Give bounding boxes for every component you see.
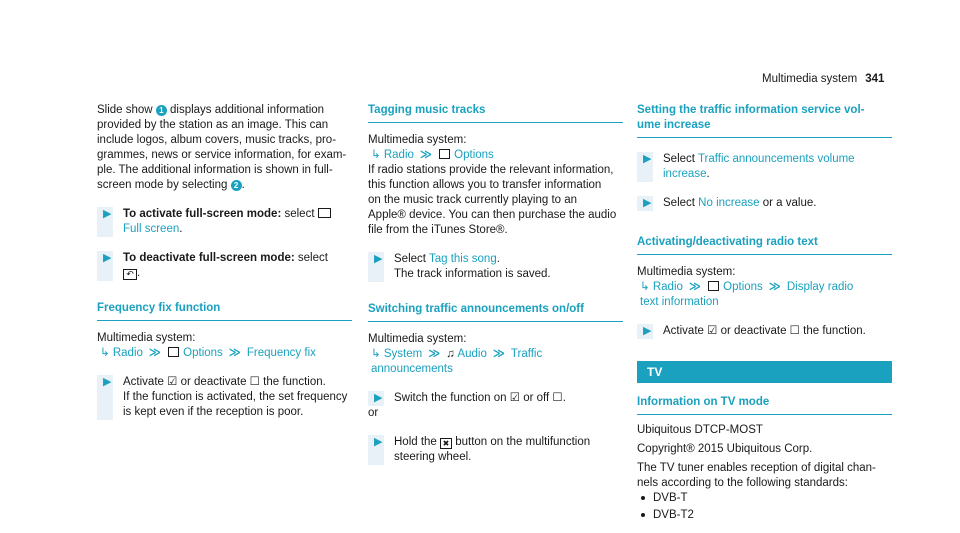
step-arrow-icon: ▶	[374, 436, 383, 448]
audio-icon: ♫	[446, 348, 455, 360]
hold-step: ▶ Hold the ✖ button on the multifunction steering wheel.	[368, 435, 623, 465]
gear-icon	[708, 281, 719, 291]
step-arrow-icon: ▶	[103, 376, 112, 388]
callout-1-icon: 1	[156, 105, 167, 116]
checkbox-empty-icon: ☐	[249, 376, 260, 388]
tag-song-step: ▶ Select Tag this song. The track information is saved.	[368, 252, 623, 282]
crumb-radio[interactable]: Radio	[383, 149, 414, 161]
mute-icon: ✖	[440, 438, 452, 449]
crumb-display-radio[interactable]: Display radio	[786, 281, 854, 293]
deactivate-fullscreen-step: ▶ To deactivate full-screen mode: select ↶ .	[97, 251, 352, 281]
copyright-text: Copyright® 2015 Ubiquitous Corp.	[637, 443, 813, 455]
step-arrow-icon: ▶	[103, 252, 112, 264]
switch-step: ▶ Switch the function on ☑ or off ☐.	[368, 391, 623, 406]
checkbox-checked-icon: ☑	[167, 376, 178, 388]
callout-2-icon: 2	[231, 180, 242, 191]
tuner-paragraph: The TV tuner enables reception of digital chan- nels according to the following standards:	[637, 462, 876, 489]
column-left	[97, 103, 352, 420]
breadcrumb: ↳ System ≫ ♫ Audio ≫ Traffic announcements	[371, 348, 543, 375]
full-screen-link[interactable]: Full screen	[123, 223, 180, 235]
crumb-audio[interactable]: Audio	[457, 348, 487, 360]
checkbox-checked-icon: ☑	[509, 392, 521, 404]
checkbox-checked-icon: ☑	[707, 325, 718, 337]
traffic-volume-link[interactable]: Traffic announcements volume	[697, 153, 855, 165]
crumb-radio[interactable]: Radio	[652, 281, 683, 293]
increase-link[interactable]: increase	[663, 168, 707, 180]
back-icon[interactable]: ↶	[123, 269, 137, 280]
tag-this-song-link[interactable]: Tag this song	[428, 253, 497, 265]
tagging-paragraph: If radio stations provide the relevant information, this function allows you to transfer information on the music track currently playing to an Apple® device. You can then purchase the audio file from the iTunes Store®.	[368, 164, 617, 236]
ms-label: Multimedia system:	[97, 332, 196, 344]
crumb-radio[interactable]: Radio	[112, 347, 143, 359]
step-arrow-icon: ▶	[103, 208, 112, 220]
ms-label: Multimedia system:	[637, 266, 736, 278]
gear-icon	[439, 149, 450, 159]
frequency-fix-title: Frequency fix function	[97, 301, 352, 321]
list-item: DVB-T	[637, 491, 892, 506]
ubiquitous-text: Ubiquitous DTCP-MOST	[637, 424, 763, 436]
crumb-options[interactable]: Options	[183, 347, 223, 359]
setting-title: Setting the traffic information service vol- ume increase	[637, 103, 892, 138]
gear-icon	[168, 347, 179, 357]
step-arrow-icon: ▶	[374, 253, 383, 265]
select-no-increase-step: ▶ Select No increase or a value.	[637, 196, 892, 211]
step-arrow-icon: ▶	[374, 392, 383, 404]
crumb-announcements[interactable]: announcements	[371, 363, 453, 375]
checkbox-empty-icon: ☐	[789, 325, 800, 337]
step-arrow-icon: ▶	[643, 197, 652, 209]
or-text: or	[368, 407, 379, 419]
tv-section-bar: TV	[637, 361, 892, 383]
crumb-system[interactable]: System	[383, 348, 423, 360]
header-title: Multimedia system	[762, 73, 858, 85]
crumb-options[interactable]: Options	[454, 149, 494, 161]
tagging-title: Tagging music tracks	[368, 103, 623, 123]
ms-label: Multimedia system:	[368, 333, 467, 345]
page-header	[762, 72, 884, 87]
crumb-text-information[interactable]: text information	[640, 296, 719, 308]
no-increase-link[interactable]: No increase	[698, 197, 760, 209]
checkbox-empty-icon: ☐	[552, 392, 563, 404]
ms-label: Multimedia system:	[368, 134, 467, 146]
crumb-traffic[interactable]: Traffic	[510, 348, 543, 360]
crumb-options[interactable]: Options	[723, 281, 763, 293]
fullscreen-icon	[318, 208, 331, 218]
column-right	[637, 103, 892, 523]
crumb-frequency-fix[interactable]: Frequency fix	[246, 347, 316, 359]
activate-step: ▶ Activate ☑ or deactivate ☐ the function.	[637, 324, 892, 339]
step-arrow-icon: ▶	[643, 153, 652, 165]
select-volume-step: ▶ Select Traffic announcements volume increase.	[637, 152, 892, 182]
slideshow-paragraph: Slide show 1 displays additional information provided by the station as an image. This can include logos, album covers, music tracks, pro- grammes, news or service information, for exam- ple. The additional information is shown in full- screen mode by selecting 2 .	[97, 104, 347, 191]
breadcrumb: ↳ Radio ≫ Options ≫ Frequency fix	[100, 347, 316, 359]
step-arrow-icon: ▶	[643, 325, 652, 337]
tv-info-title: Information on TV mode	[637, 395, 892, 415]
activate-step: ▶ Activate ☑ or deactivate ☐ the function. If the function is activated, the set frequency is kept even if the reception is poor.	[97, 375, 352, 420]
radio-text-title: Activating/deactivating radio text	[637, 235, 892, 255]
column-middle	[368, 103, 623, 465]
breadcrumb: ↳ Radio ≫ Options ≫ Display radio text information	[640, 281, 854, 308]
breadcrumb: ↳ Radio ≫ Options	[371, 149, 494, 161]
activate-fullscreen-step: ▶ To activate full-screen mode: select Full screen.	[97, 207, 352, 237]
page-number: 341	[865, 73, 885, 85]
switching-title: Switching traffic announcements on/off	[368, 302, 623, 322]
list-item: DVB-T2	[637, 508, 892, 523]
